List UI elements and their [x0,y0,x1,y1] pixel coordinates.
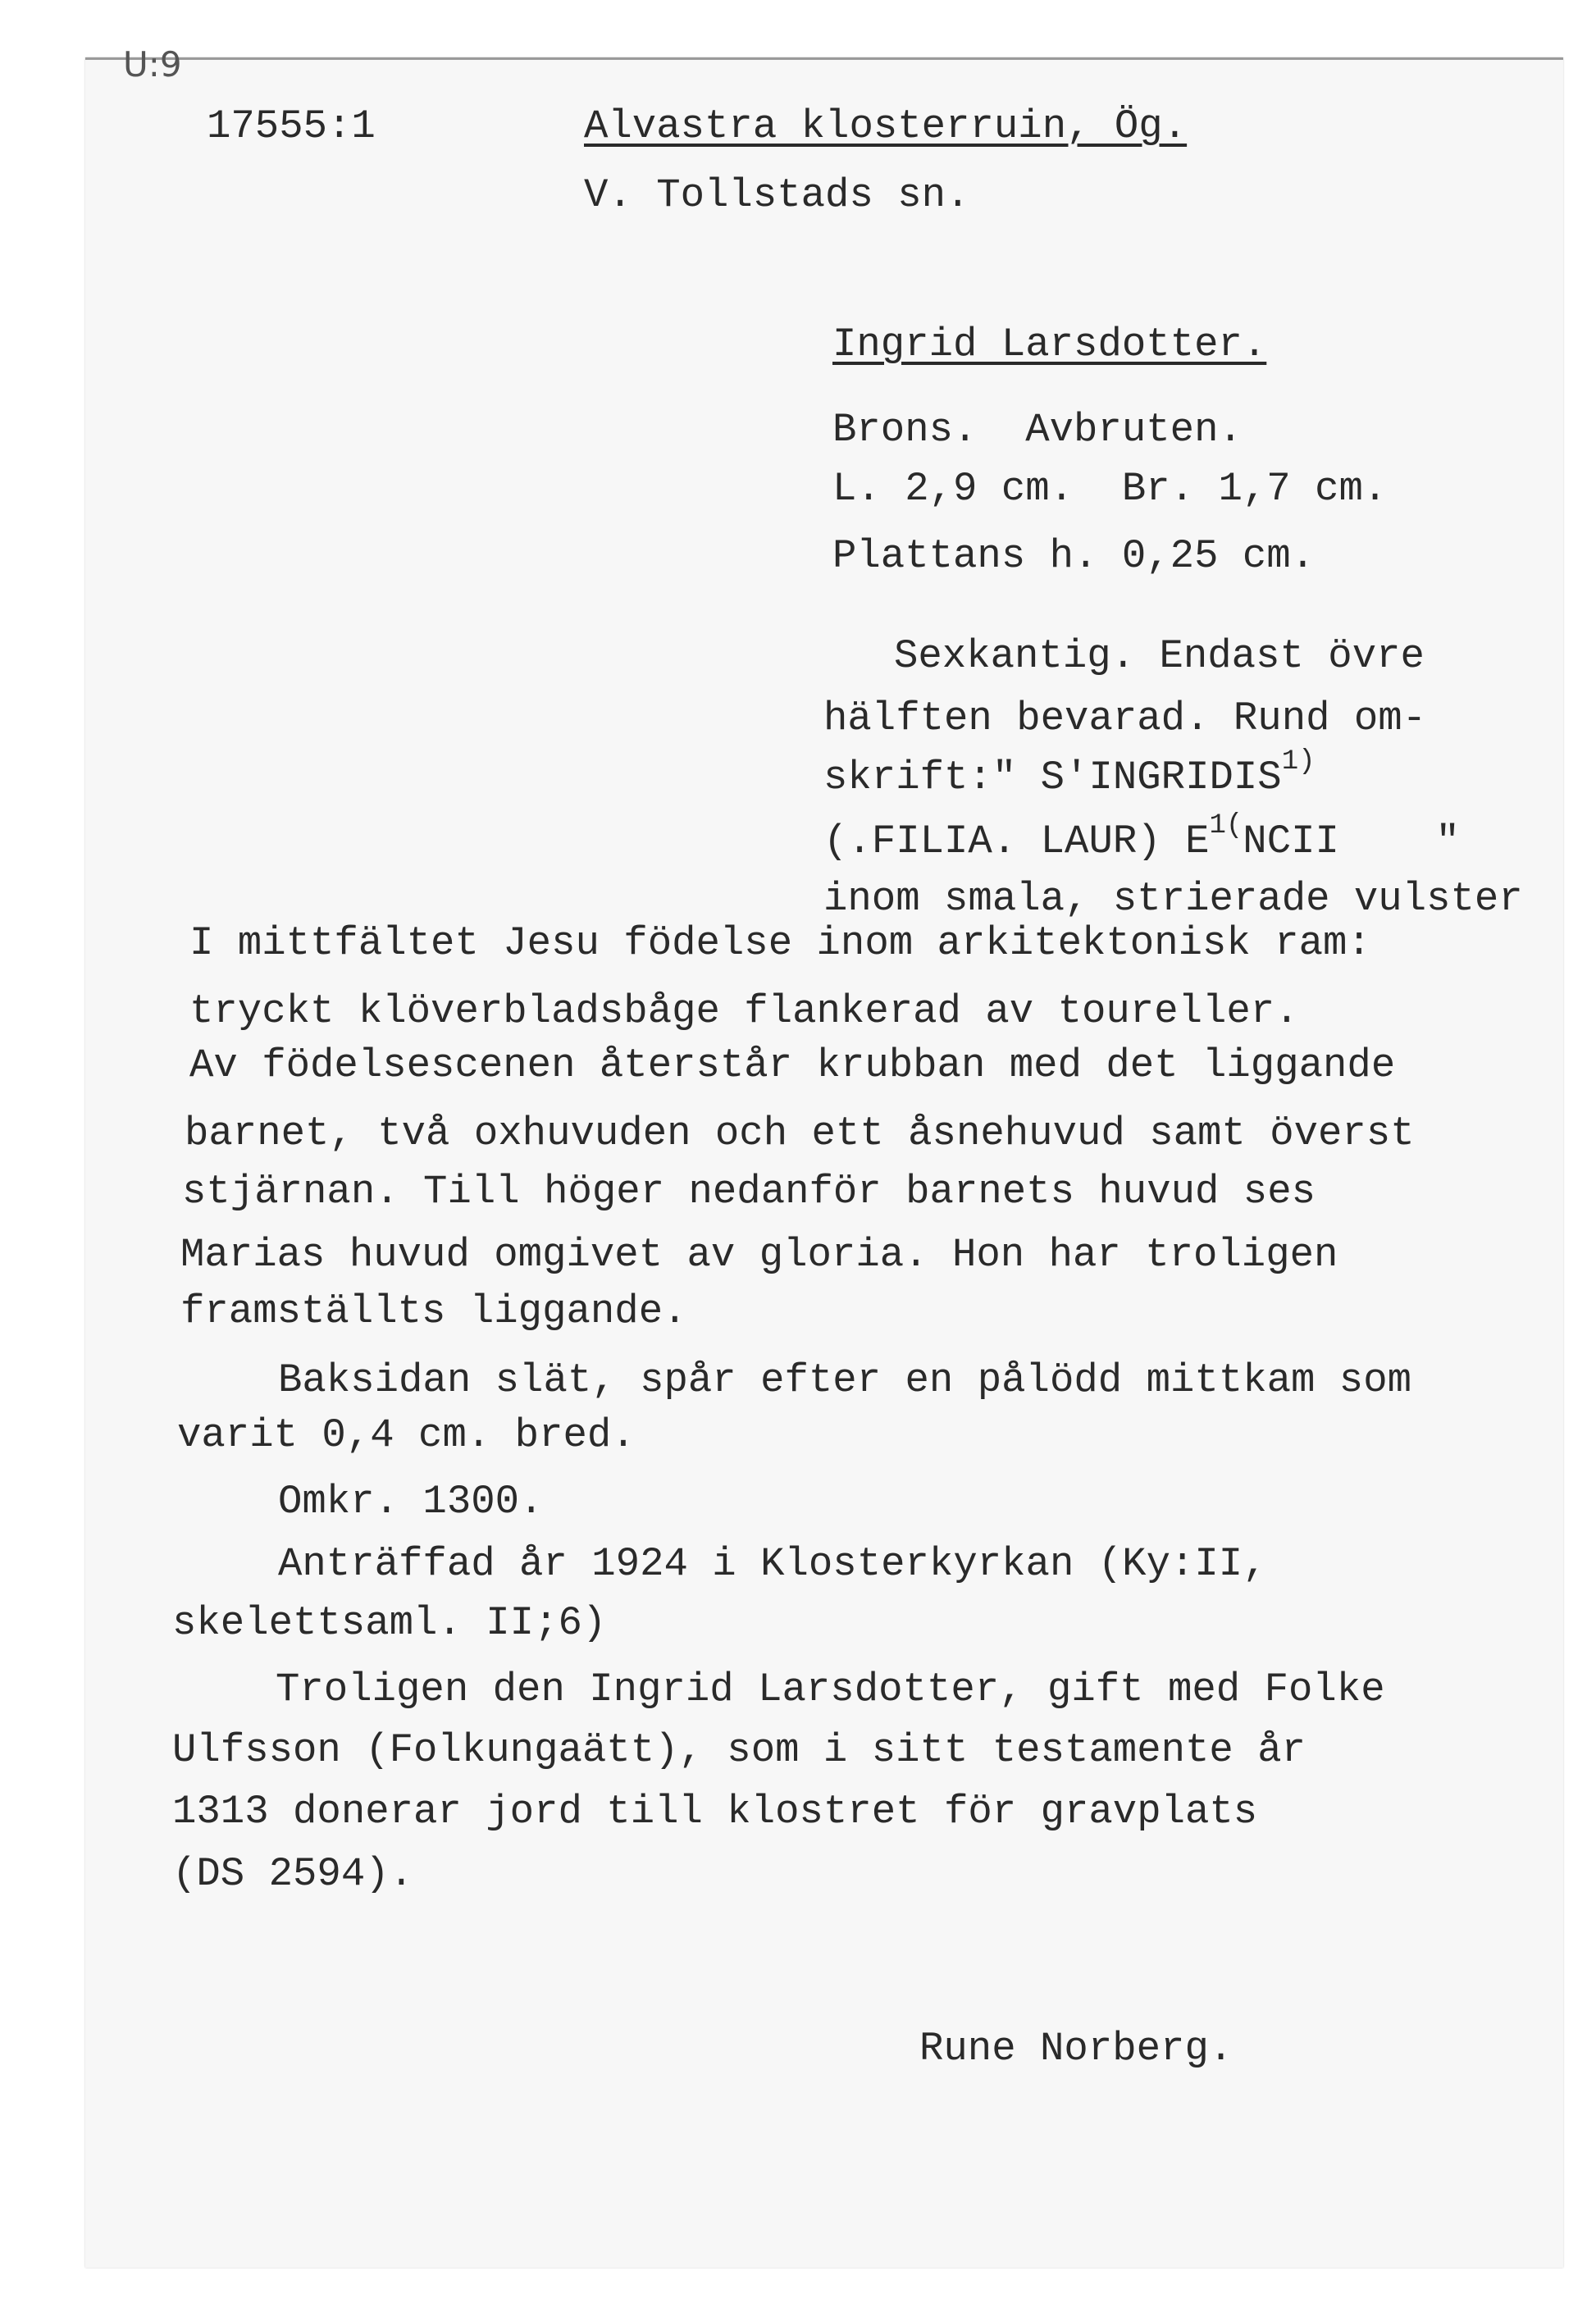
reference-line: (DS 2594). [172,1851,414,1897]
site-name: Alvastra klosterruin, Ög. [584,103,1188,149]
inscription-text: NCII " [1243,818,1460,864]
description-line [823,810,1460,864]
description-line: Sexkantig. Endast övre [894,633,1425,679]
date-line: Omkr. 1300. [278,1479,544,1525]
description-line: 1313 donerar jord till klostret för gravplats [172,1789,1258,1835]
inscription-text: (.FILIA. LAUR) E [823,818,1210,864]
material: Brons. Avbruten. [832,407,1243,453]
description-line: Marias huvud omgivet av gloria. Hon har troligen [180,1232,1338,1278]
shelf-mark: U:9 [123,44,182,84]
catalog-card [85,57,1563,2268]
description-line: Ulfsson (Folkungaätt), som i sitt testamente år [172,1727,1306,1773]
description-line: I mittfältet Jesu födelse inom arkitektonisk ram: [189,920,1371,966]
description-line: Baksidan slät, spår efter en pålödd mittkam som [278,1357,1412,1403]
description-line: Troligen den Ingrid Larsdotter, gift med Folke [276,1666,1385,1712]
description-line: inom smala, strierade vulster [823,876,1523,922]
description-line: hälften bevarad. Rund om- [823,695,1427,741]
find-line: Anträffad år 1924 i Klosterkyrkan (Ky:II, [278,1541,1267,1587]
plate-height: Plattans h. 0,25 cm. [832,533,1316,579]
description-line: varit 0,4 cm. bred. [177,1412,636,1458]
author-signature: Rune Norberg. [919,2026,1233,2072]
catalog-number: 17555:1 [207,103,376,149]
inscription-text: skrift:" S'INGRIDIS [823,755,1282,800]
description-line: framställts liggande. [180,1288,687,1334]
description-line: Av födelsescenen återstår krubban med det liggande [189,1042,1396,1088]
footnote-mark: 1) [1281,746,1316,777]
description-line: stjärnan. Till höger nedanför barnets huvud ses [182,1169,1316,1215]
parish: V. Tollstads sn. [584,172,970,218]
description-line: barnet, två oxhuvuden och ett åsnehuvud samt överst [185,1110,1415,1156]
description-line: tryckt klöverbladsbåge flankerad av toureller. [189,988,1299,1034]
find-line: skelettsaml. II;6) [172,1600,607,1646]
footnote-mark: 1( [1209,810,1243,841]
description-line [823,746,1316,800]
object-title: Ingrid Larsdotter. [832,321,1267,367]
dimensions: L. 2,9 cm. Br. 1,7 cm. [832,466,1388,512]
